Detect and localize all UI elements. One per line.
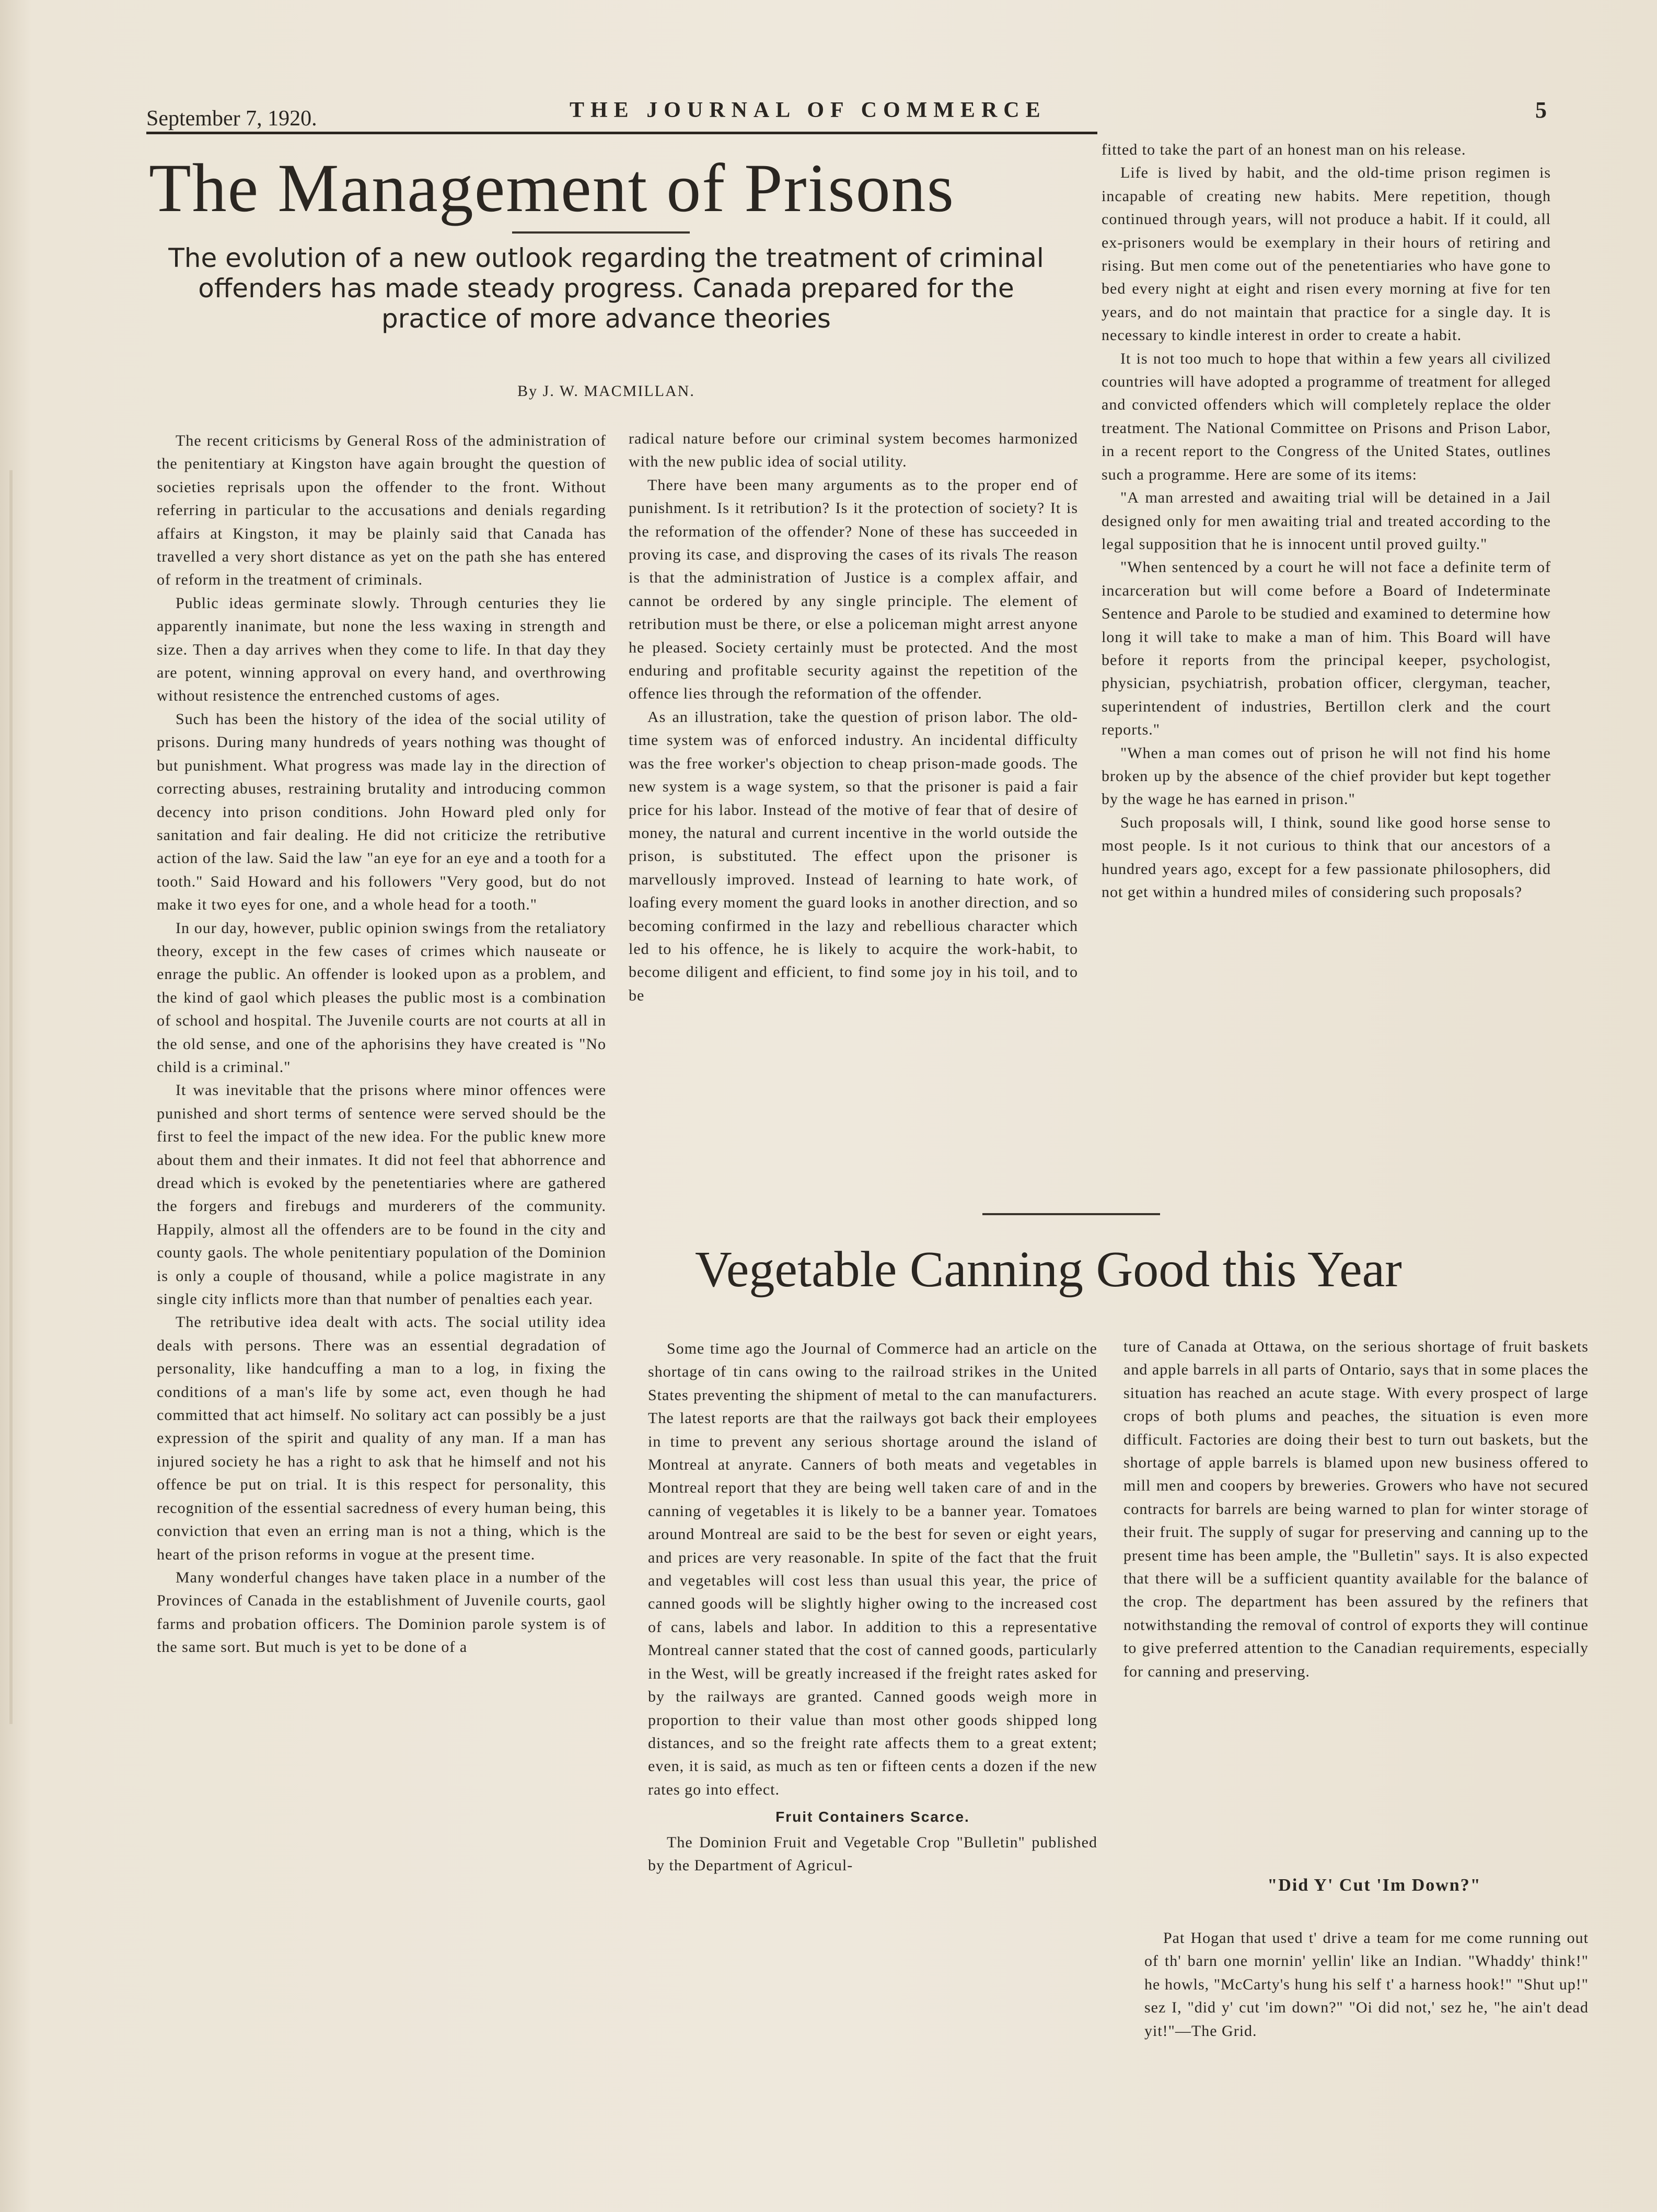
paragraph: There have been many arguments as to the proper end of punishment. Is it retribution? Is it the protection of society? It is the reformation of the offender? None of these has succeeded in proving its case, and disproving the cases of its rivals The reason is that the administration of Justice is a complex affair, and cannot be ordered by any single principle. The element of retribution must be there, or else a policeman might arrest anyone he pleased. Society certainly must be protected. And the most enduring and profitable security against the repetition of the offence lies through the reformation of the offender. <box>629 476 1078 703</box>
article2-column-2 <box>1123 1335 1589 1853</box>
paragraph: Public ideas germinate slowly. Through centuries they lie apparently inanimate, but none the less waxing in strength and size. Then a day arrives when they come to life. In that day they are potent, winning approval on every hand, and overthrowing without resistence the entrenched customs of ages. <box>157 594 606 705</box>
article-title-canning: Vegetable Canning Good this Year <box>695 1241 1402 1298</box>
paragraph: Life is lived by habit, and the old-time prison regimen is incapable of creating new habits. Mere repetition, though continued through years, will not produce a habit. If it could, all ex-prisoners would be exemplary in their hours of retiring and rising. But men come out of the penetentiaries who have gone to bed every night at eight and risen every morning at five for ten years, and do not maintain that practice for a single day. It is necessary to kindle interest in order to create a habit. <box>1102 164 1551 344</box>
quote-paragraph: "A man arrested and awaiting trial will be detained in a Jail designed only for men awaiting trial and treated according to the legal supposition that he is innocent until proved guilty." <box>1102 489 1551 553</box>
paragraph: Such has been the history of the idea of the social utility of prisons. During many hundreds of years nothing was thought of but punishment. What progress was made lay in the direction of correcting abuses, restraining brutality and introducing common decency into prison conditions. John Howard pled only for sanitation and fair dealing. He did not criticize the retributive action of the law. Said the law "an eye for an eye and a tooth for a tooth." Said Howard and his followers "Very good, but do not make it two eyes for one, and a whole head for a tooth." <box>157 710 606 914</box>
paragraph: In our day, however, public opinion swings from the retaliatory theory, except in the few cases of crimes which nauseate or enrage the public. An offender is looked upon as a problem, and the kind of gaol which pleases the public most is a combination of school and hospital. The Juvenile courts are not courts at all in the old sense, and one of the aphorisins they have created is "No child is a criminal." <box>157 919 606 1076</box>
page-fold-shadow <box>9 470 13 1724</box>
article1-column-2 <box>629 427 1078 1185</box>
paragraph: It was inevitable that the prisons where minor offences were punished and short terms of sentence were served should be the first to feel the impact of the new idea. For the public knew more about them and their inmates. It did not feel that abhorrence and dread which is evoked by the penetentiaries where are gathered the forgers and firebugs and murderers of the community. Happily, almost all the offenders are to be found in the city and county gaols. The whole penitentiary population of the Dominion is only a couple of thousand, while a police magistrate in any single city inflicts more than that number of penalties each year. <box>157 1081 606 1308</box>
page-header <box>146 97 1547 133</box>
article-title-prisons: The Management of Prisons <box>149 149 955 226</box>
paragraph: Pat Hogan that used t' drive a team for me come running out of th' barn one mornin' yellin' like an Indian. "Whaddy' think!" he howls, "McCarty's hung his self t' a harness hook!" "Shut up!" sez I, "did y' cut 'im down?" "Oi did not,' sez he, "he ain't dead yit!"—The Grid. <box>1144 1929 1589 2040</box>
article3-body <box>1144 1927 1589 2083</box>
header-rule <box>146 132 1097 134</box>
paragraph: ture of Canada at Ottawa, on the serious shortage of fruit baskets and apple barrels in all parts of Ontario, says that in some places the situation has reached an acute stage. With every prospect of large crops of both plums and peaches, the situation is even more difficult. Factories are doing their best to turn out baskets, but the shortage of apple barrels is blamed upon new business offered to mill men and coopers by breweries. Growers who have not secured contracts for barrels are being warned to plan for winter storage of their fruit. The supply of sugar for preserving and canning up to the present time has been ample, the "Bulletin" says. It is also expected that there will be a sufficient quantity available for the balance of the crop. The department has been assured by the refiners that notwithstanding the removal of control of exports they will continue to give preferred attention to the Canadian requirements, especially for canning and preserving. <box>1123 1338 1589 1680</box>
article-separator <box>982 1213 1160 1215</box>
article1-column-1 <box>157 429 606 2075</box>
paragraph: The Dominion Fruit and Vegetable Crop "Bulletin" published by the Department of Agricul- <box>648 1833 1097 1874</box>
journal-name: THE JOURNAL OF COMMERCE <box>570 98 1047 122</box>
paragraph: fitted to take the part of an honest man on his release. <box>1102 141 1466 158</box>
section-subhead: Fruit Containers Scarce. <box>775 1809 970 1825</box>
article2-column-1 <box>648 1337 1097 2085</box>
quote-paragraph: "When sentenced by a court he will not face a definite term of incarceration but will come before a Board of Indeterminate Sentence and Parole to be studied and examined to determine how long it will take to make a man of him. This Board will have before it reports from the principal keeper, psychologist, physician, psychiatrish, probation officer, clergyman, teacher, superintendent of industries, Bertillon clerk and the court reports." <box>1102 558 1551 739</box>
paragraph: radical nature before our criminal system becomes harmonized with the new public idea of social utility. <box>629 430 1078 471</box>
quote-paragraph: "When a man comes out of prison he will not find his home broken up by the absence of the chief provider but kept together by the wage he has earned in prison." <box>1102 744 1551 808</box>
article-title-did-y-cut: "Did Y' Cut 'Im Down?" <box>1267 1876 1481 1895</box>
paragraph: The retributive idea dealt with acts. The social utility idea deals with persons. There was an essential degradation of personality, like handcuffing a man to a log, in fixing the conditions of a man's life by some act, even though he had committed that act himself. No solitary act can possibly be a just expression of the spirit and quality of any man. If a man has injured society he has a right to ask that he himself and not his offence be put on trial. It is this respect for personality, this recognition of the essential sacredness of every human being, this conviction that even an erring man is not a thing, which is the heart of the prison reforms in vogue at the present time. <box>157 1313 606 1563</box>
article-byline: By J. W. MACMILLAN. <box>517 382 695 400</box>
paragraph: Many wonderful changes have taken place in a number of the Provinces of Canada in the establishment of Juvenile courts, gaol farms and probation officers. The Dominion parole system is of the same sort. But much is yet to be done of a <box>157 1568 606 1656</box>
article-subtitle: The evolution of a new outlook regarding the treatment of criminal offenders has made steady progress. Canada prepared for the practice of more advance theories <box>168 243 1044 334</box>
paragraph: Such proposals will, I think, sound like good horse sense to most people. Is it not curious to think that our ancestors of a hundred years ago, except for a few passionate philosophers, did not get within a hundred miles of considering such proposals? <box>1102 813 1551 901</box>
paragraph: The recent criticisms by General Ross of the administration of the penitentiary at Kingston have again brought the question of societies reprisals upon the offender to the front. Without referring in particular to the accusations and denials regarding affairs at Kingston, it may be plainly said that Canada has travelled a very short distance as yet on the path she has entered of reform in the treatment of criminals. <box>157 432 606 589</box>
article1-column-3 <box>1102 138 1551 1194</box>
title-divider <box>512 231 690 234</box>
page-number: 5 <box>1535 97 1547 123</box>
paragraph: Some time ago the Journal of Commerce had an article on the shortage of tin cans owing to the railroad strikes in the United States preventing the shipment of metal to the can manufacturers. The latest reports are that the railways got back their employees in time to prevent any serious shortage around the island of Montreal at anyrate. Canners of both meats and vegetables in Montreal report that they are being well taken care of and in the canning of vegetables it is likely to be a banner year. Tomatoes around Montreal are said to be the best for seven or eight years, and prices are very reasonable. In spite of the fact that the fruit and vegetables will cost less than usual this year, the price of canned goods will be slightly higher owing to the increased cost of cans, labels and labor. In addition to this a representative Montreal canner stated that the cost of canned goods, particularly in the West, will be greatly increased if the freight rates asked for by the railways are granted. Canned goods weigh more in proportion to their value than most other goods shipped long distances, and so the freight rate affects them to a great extent; even, it is said, as much as ten or fifteen cents a dozen if the new rates go into effect. <box>648 1340 1097 1798</box>
paragraph: As an illustration, take the question of prison labor. The old-time system was of enforced industry. An incidental difficulty was the free worker's objection to cheap prison-made goods. The new system is a wage system, so that the prisoner is paid a fair price for his labor. Instead of the motive of fear that of desire of money, the natural and current incentive in the world outside the prison, is substituted. The effect upon the prisoner is marvellously improved. Instead of learning to hate work, of loafing every moment the guard looks in another direction, and so becoming confirmed in the lazy and rebellious character which led to his offence, he is likely to acquire the work-habit, to become diligent and efficient, to find some joy in his toil, and to be <box>629 708 1078 1004</box>
issue-date: September 7, 1920. <box>146 107 317 131</box>
paragraph: It is not too much to hope that within a few years all civilized countries will have adopted a programme of treatment for alleged and convicted offenders which will completely replace the older treatment. The National Committee on Prisons and Prison Labor, in a recent report to the Congress of the United States, outlines such a programme. Here are some of its items: <box>1102 350 1551 483</box>
